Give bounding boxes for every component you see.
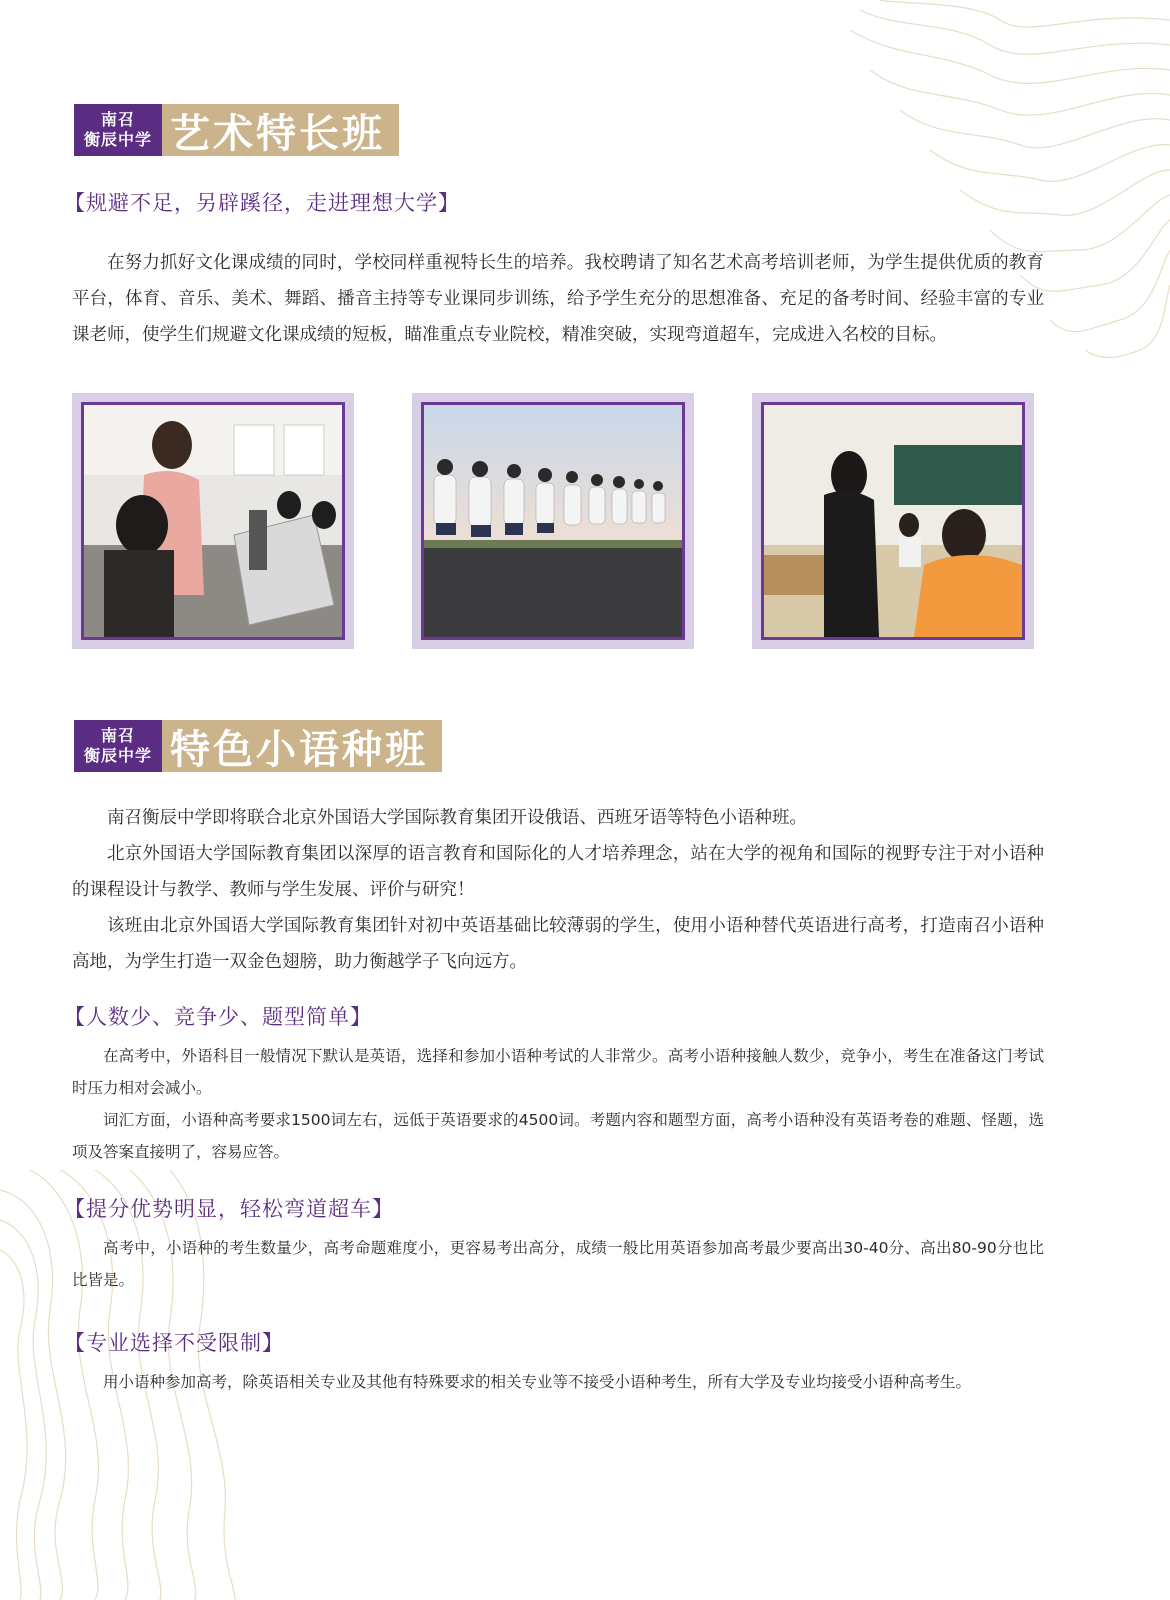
badge-line2: 衡辰中学 xyxy=(83,130,152,149)
point-1-paragraph-2: 词汇方面，小语种高考要求1500词左右，远低于英语要求的4500词。考题内容和题型方面，高考小语种没有英语考卷的难题、怪题，选项及答案直接明了，容易应答。 xyxy=(72,1111,1044,1161)
running-students-illustration xyxy=(424,405,682,637)
badge-line2: 衡辰中学 xyxy=(83,746,152,765)
point-1-paragraph-1: 在高考中，外语科目一般情况下默认是英语，选择和参加小语种考试的人非常少。高考小语种接触人数少，竞争小，考生在准备这门考试时压力相对会减小。 xyxy=(72,1047,1044,1097)
point-heading-2: 【提分优势明显，轻松弯道超车】 xyxy=(64,1197,394,1221)
point-2-paragraph-1: 高考中，小语种的考生数量少，高考命题难度小，更容易考出高分，成绩一般比用英语参加高考最少要高出30-40分、高出80-90分也比比皆是。 xyxy=(72,1239,1044,1289)
photo-teacher-classroom xyxy=(752,393,1034,649)
classroom-illustration xyxy=(764,405,1022,637)
intro-paragraph-1: 南召衡辰中学即将联合北京外国语大学国际教育集团开设俄语、西班牙语等特色小语种班。 xyxy=(107,808,807,828)
section-title: 艺术特长班 xyxy=(162,104,399,156)
badge-line1: 南召 xyxy=(100,726,135,745)
section-header-language-class xyxy=(74,720,442,772)
section-title: 特色小语种班 xyxy=(162,720,442,772)
school-badge xyxy=(74,720,162,772)
art-class-illustration xyxy=(84,405,342,637)
intro-paragraph-2: 北京外国语大学国际教育集团以深厚的语言教育和国际化的人才培养理念，站在大学的视角和国际的视野专注于对小语种的课程设计与教学、教师与学生发展、评价与研究！ xyxy=(72,844,1044,900)
section1-subtitle: 【规避不足，另辟蹊径，走进理想大学】 xyxy=(64,191,460,215)
intro-paragraph-3: 该班由北京外国语大学国际教育集团针对初中英语基础比较薄弱的学生，使用小语种替代英语进行高考，打造南召小语种高地，为学生打造一双金色翅膀，助力衡越学子飞向远方。 xyxy=(72,916,1044,972)
photo-art-drawing-class xyxy=(72,393,354,649)
section-header-art-class xyxy=(74,104,399,156)
badge-line1: 南召 xyxy=(100,110,135,129)
point-heading-1: 【人数少、竞争少、题型简单】 xyxy=(64,1005,372,1029)
photo-sports-running xyxy=(412,393,694,649)
section1-paragraph: 在努力抓好文化课成绩的同时，学校同样重视特长生的培养。我校聘请了知名艺术高考培训老师，为学生提供优质的教育平台，体育、音乐、美术、舞蹈、播音主持等专业课同步训练，给予学生充分的思想准备、充足的备考时间、经验丰富的专业课老师，使学生们规避文化课成绩的短板，瞄准重点专业院校，精准突破，实现弯道超车，完成进入名校的目标。 xyxy=(72,253,1044,345)
point-3-paragraph-1: 用小语种参加高考，除英语相关专业及其他有特殊要求的相关专业等不接受小语种考生，所有大学及专业均接受小语种高考生。 xyxy=(103,1373,972,1391)
school-badge xyxy=(74,104,162,156)
point-heading-3: 【专业选择不受限制】 xyxy=(64,1331,284,1355)
